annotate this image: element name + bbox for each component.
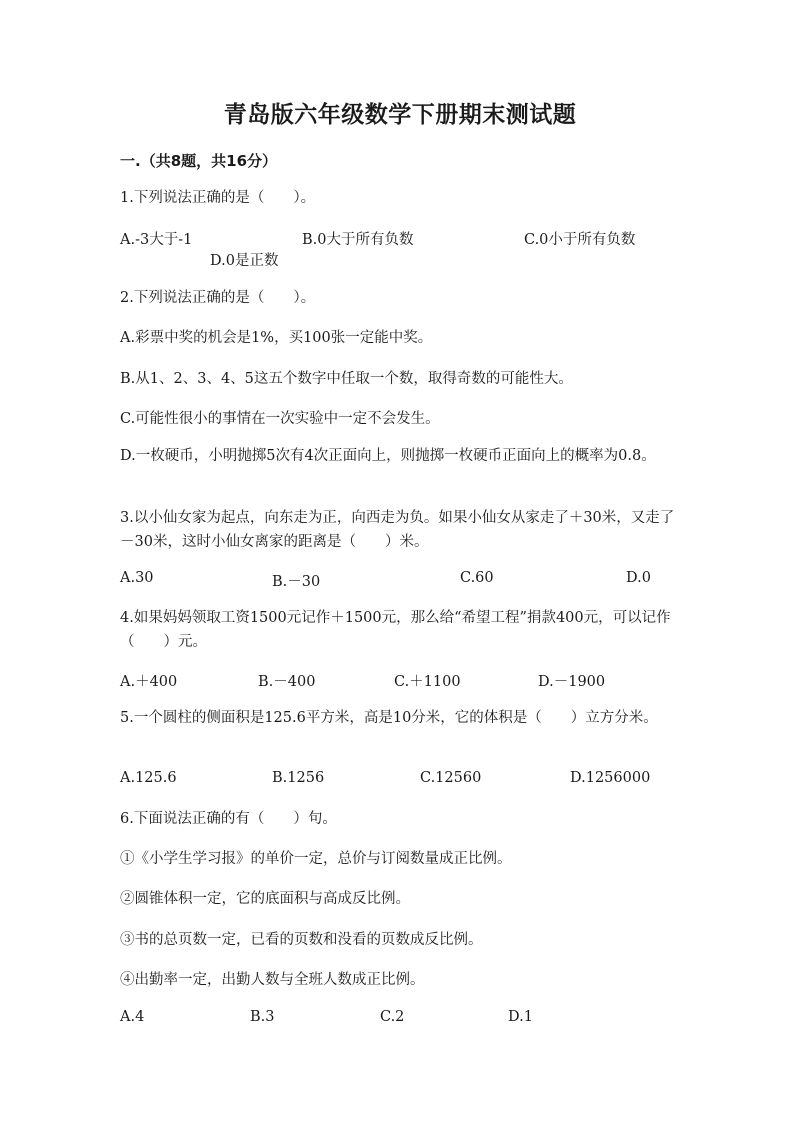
question-5-option-b[interactable]: B.1256 [272, 770, 325, 786]
section-heading: 一.（共8题，共16分） [120, 152, 278, 170]
question-6-statement-1: ①《小学生学习报》的单价一定，总价与订阅数量成正比例。 [120, 851, 512, 867]
question-1-option-d[interactable]: D.0是正数 [210, 253, 279, 269]
question-2-option-b[interactable]: B.从1、2、3、4、5这五个数字中任取一个数，取得奇数的可能性大。 [120, 371, 573, 387]
question-6-statement-2: ②圆锥体积一定，它的底面积与高成反比例。 [120, 891, 410, 907]
question-5-option-c[interactable]: C.12560 [420, 770, 482, 786]
page-title: 青岛版六年级数学下册期末测试题 [223, 102, 577, 128]
question-5-stem: 5.一个圆柱的侧面积是125.6平方米，高是10分米，它的体积是（ ）立方分米。 [120, 710, 658, 726]
question-4-option-b[interactable]: B.－400 [258, 674, 316, 690]
question-3-option-b[interactable]: B.－30 [272, 574, 321, 590]
question-3-option-c[interactable]: C.60 [460, 570, 494, 586]
question-2-option-a[interactable]: A.彩票中奖的机会是1%，买100张一定能中奖。 [120, 330, 433, 346]
question-6-option-c[interactable]: C.2 [380, 1009, 405, 1025]
question-1-option-c[interactable]: C.0小于所有负数 [524, 232, 636, 248]
question-6-stem: 6.下面说法正确的有（ ）句。 [120, 811, 337, 827]
question-2-option-c[interactable]: C.可能性很小的事情在一次实验中一定不会发生。 [120, 411, 440, 427]
question-6-option-d[interactable]: D.1 [508, 1009, 533, 1025]
question-6-statement-4: ④出勤率一定，出勤人数与全班人数成正比例。 [120, 972, 425, 988]
question-3-stem: 3.以小仙女家为起点，向东走为正，向西走为负。如果小仙女从家走了＋30米，又走了－30米，这时小仙女离家的距离是（ ）米。 [120, 510, 675, 550]
question-2-option-d[interactable]: D.一枚硬币，小明抛掷5次有4次正面向上，则抛掷一枚硬币正面向上的概率为0.8。 [120, 448, 656, 464]
question-3-option-d[interactable]: D.0 [626, 570, 651, 586]
question-4-stem: 4.如果妈妈领取工资1500元记作＋1500元，那么给“希望工程”捐款400元，可以记作（ ）元。 [120, 610, 671, 650]
question-5-option-d[interactable]: D.1256000 [570, 770, 651, 786]
question-1-option-a[interactable]: A.-3大于-1 [120, 232, 193, 248]
question-1-option-b[interactable]: B.0大于所有负数 [302, 232, 414, 248]
question-4-option-a[interactable]: A.＋400 [120, 674, 178, 690]
question-6-option-a[interactable]: A.4 [120, 1009, 145, 1025]
question-5-option-a[interactable]: A.125.6 [120, 770, 177, 786]
question-6-statement-3: ③书的总页数一定，已看的页数和没看的页数成反比例。 [120, 932, 483, 948]
question-2-stem: 2.下列说法正确的是（ ）。 [120, 290, 316, 306]
question-4-option-d[interactable]: D.－1900 [538, 674, 606, 690]
question-3-option-a[interactable]: A.30 [120, 570, 154, 586]
question-6-option-b[interactable]: B.3 [250, 1009, 275, 1025]
question-1-stem: 1.下列说法正确的是（ ）。 [120, 190, 316, 206]
question-4-option-c[interactable]: C.＋1100 [394, 674, 461, 690]
